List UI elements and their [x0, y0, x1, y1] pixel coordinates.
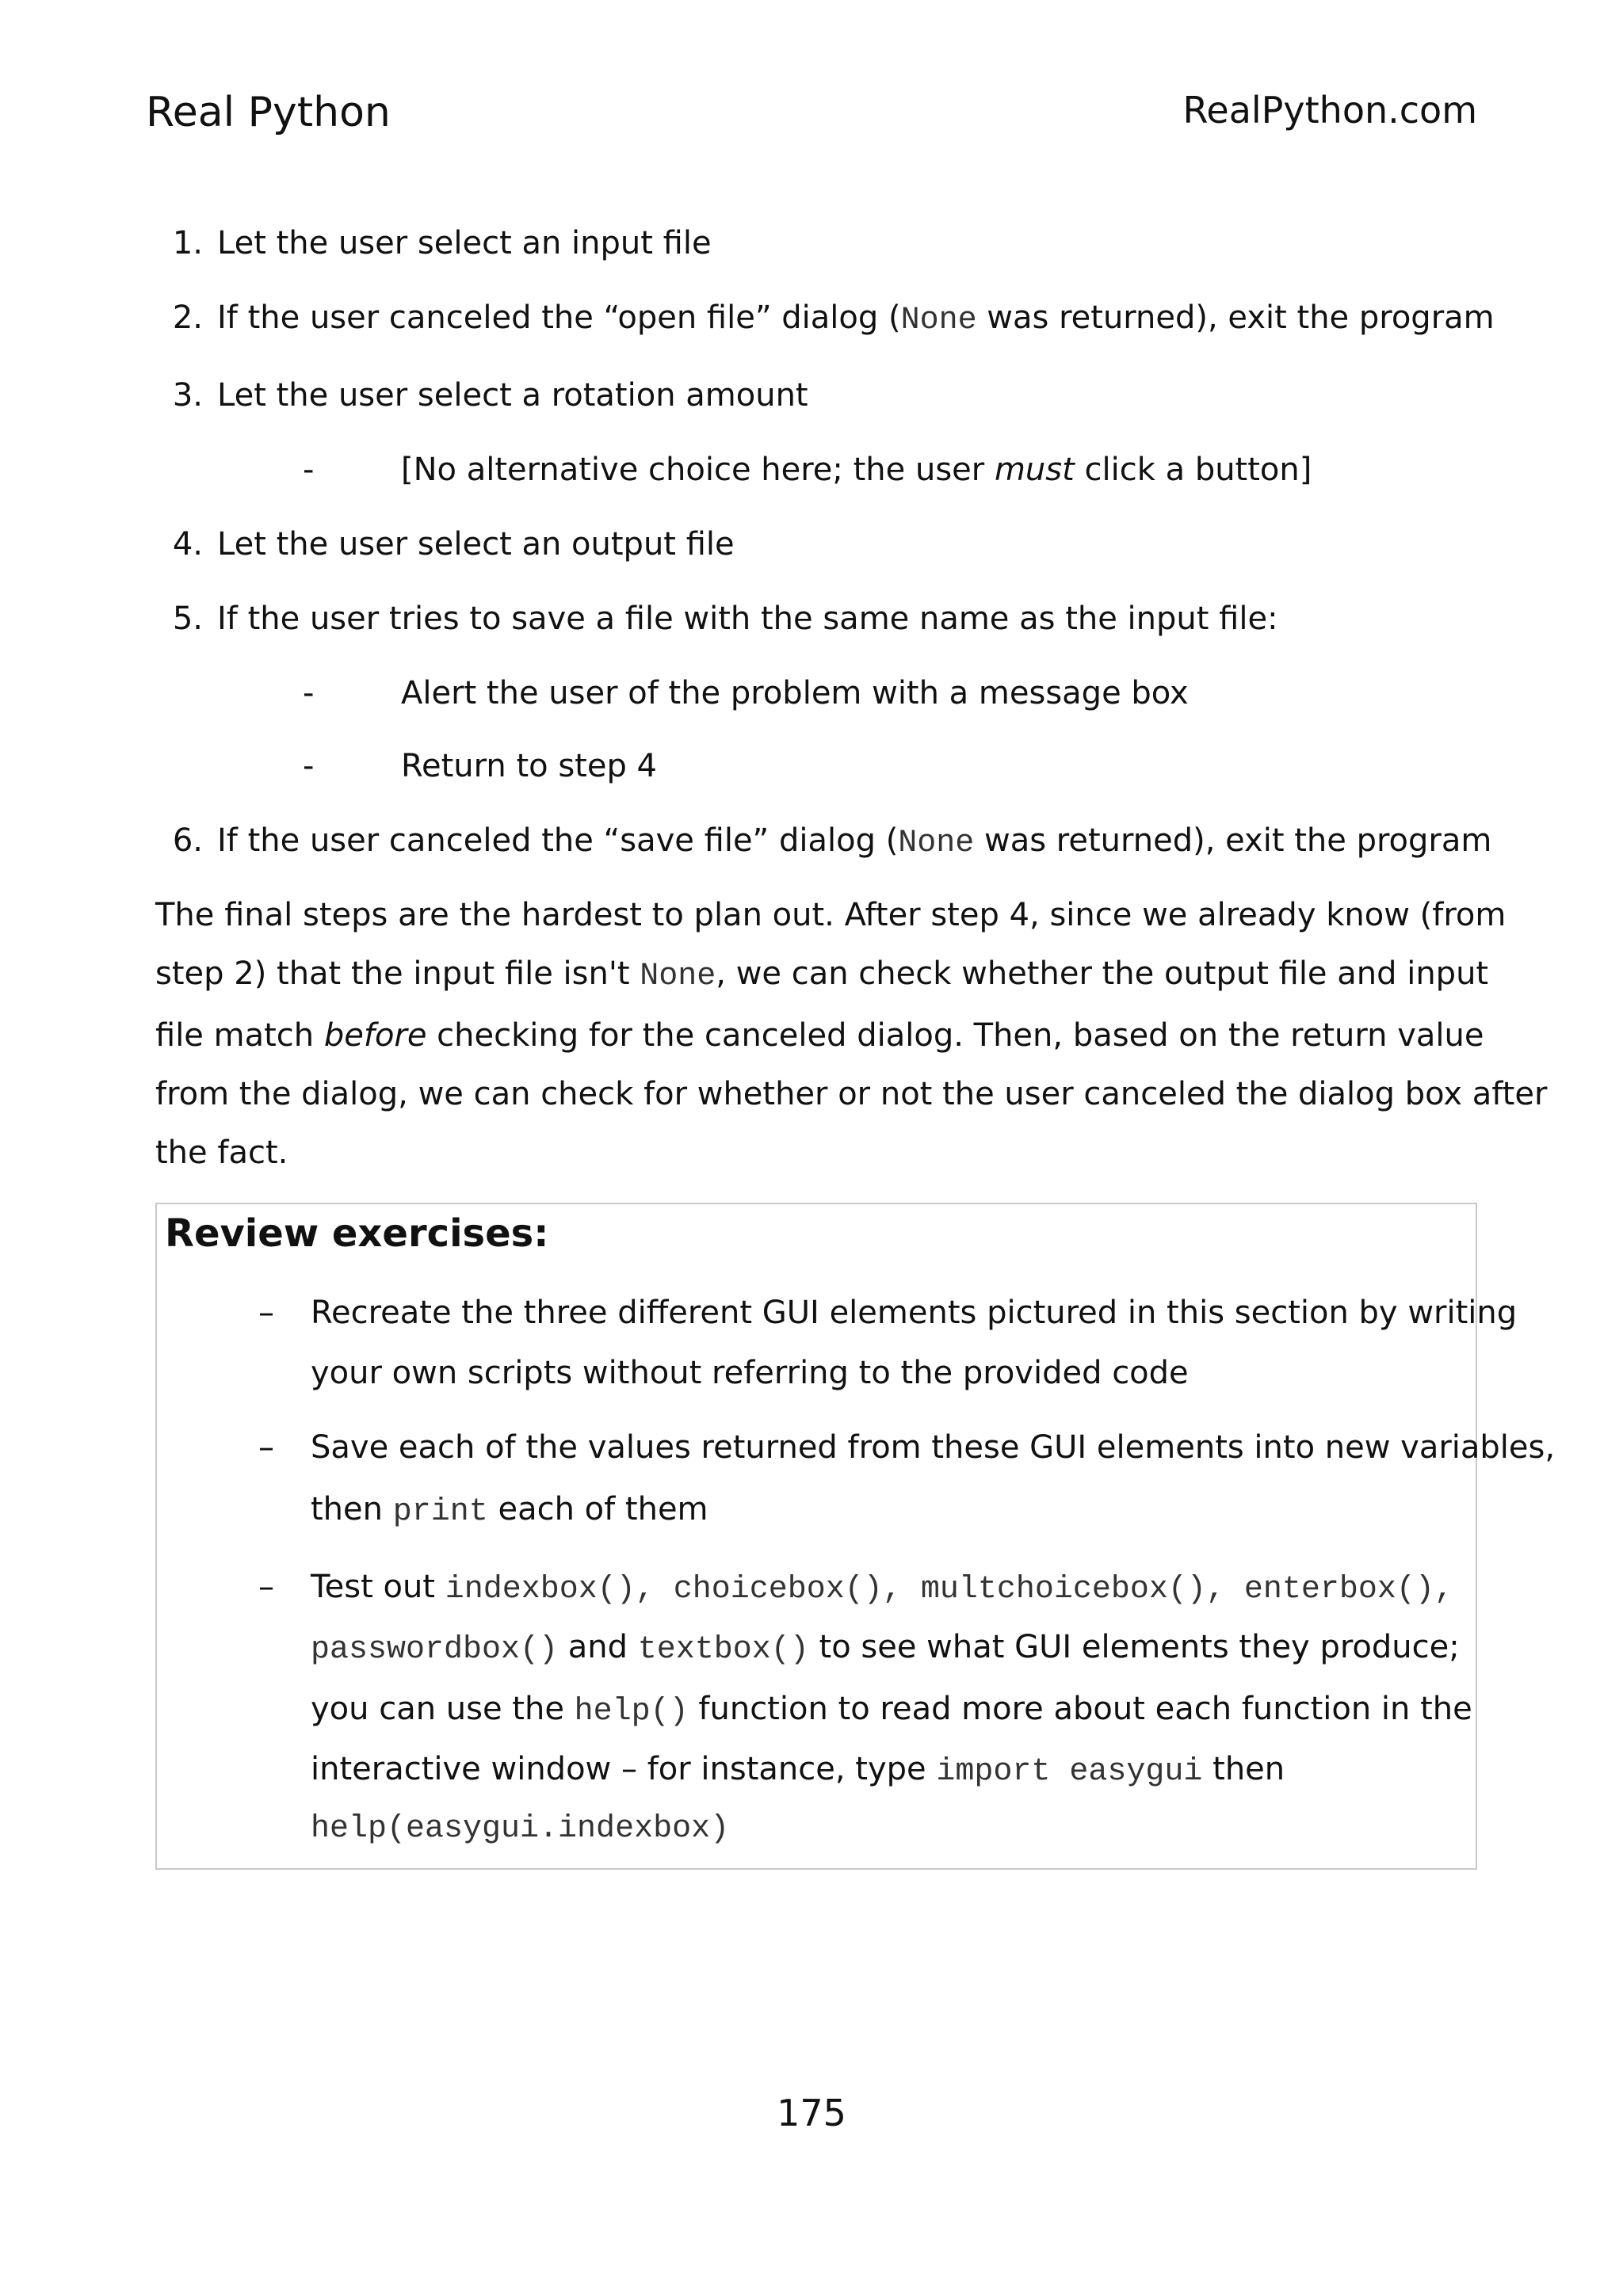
step-4 [155, 515, 735, 574]
bullet-dash: - [303, 452, 315, 488]
bullet-dash: – [258, 1569, 274, 1605]
sub-item [303, 737, 657, 795]
exercise-line [311, 1618, 1460, 1680]
sub-item-text: [No alternative choice here; the user [401, 452, 995, 488]
page-number: 175 [777, 2092, 846, 2134]
text-run: file match [155, 1017, 324, 1054]
paragraph-line: from the dialog, we can check for whether or not the user canceled the dialog box after [155, 1076, 1548, 1112]
bullet-dash: - [303, 675, 315, 711]
inline-code: textbox() [637, 1632, 809, 1668]
inline-code: None [898, 826, 975, 861]
sub-item-text: Alert the user of the problem with a message box [401, 675, 1189, 711]
text-run: to see what GUI elements they produce; [808, 1629, 1460, 1665]
text-run: you can use the [311, 1691, 575, 1727]
bullet-dash: – [258, 1429, 274, 1466]
header-title: Real Python [146, 89, 391, 136]
inline-code: help() [574, 1694, 689, 1730]
header-site: RealPython.com [1182, 89, 1477, 132]
text-run: , we can check whether the output file and input [716, 955, 1489, 992]
exercise-line [311, 1480, 708, 1542]
sub-item-text: Return to step 4 [401, 748, 658, 784]
exercise-line [311, 1680, 1472, 1741]
step-text: If the user canceled the “open file” dialog ( [217, 299, 901, 336]
text-run: then [1202, 1751, 1285, 1787]
exercise-line: your own scripts without referring to the provided code [311, 1355, 1189, 1391]
text-run: then [311, 1491, 393, 1527]
text-run: checking for the canceled dialog. Then, based on the return value [426, 1017, 1484, 1054]
step-number: 4. [172, 526, 203, 563]
text-run: and [558, 1629, 638, 1665]
paragraph-line: the fact. [155, 1135, 288, 1171]
text-run: function to read more about each function in the [688, 1691, 1472, 1727]
inline-code: print [392, 1494, 488, 1530]
step-text: Let the user select an input file [217, 225, 712, 261]
text-run: interactive window – for instance, type [311, 1751, 937, 1787]
step-3 [155, 366, 808, 425]
emphasis: must [994, 452, 1075, 488]
step-1 [155, 214, 712, 273]
review-title: Review exercises: [165, 1211, 549, 1256]
sub-item [303, 441, 1312, 499]
step-text: was returned), exit the program [974, 822, 1492, 859]
exercise-line: Save each of the values returned from these GUI elements into new variables, [311, 1429, 1556, 1466]
sub-item [303, 664, 1189, 723]
step-text: Let the user select a rotation amount [217, 377, 808, 414]
inline-code: None [900, 303, 977, 338]
step-number: 2. [172, 299, 203, 336]
sub-item-text: click a button] [1074, 452, 1312, 488]
inline-code: indexbox(), choicebox(), multchoicebox(), enterbox(), [445, 1572, 1453, 1608]
text-run: each of them [487, 1491, 708, 1527]
paragraph-line: The final steps are the hardest to plan out. After step 4, since we already know (from [155, 897, 1507, 933]
exercise-line [311, 1740, 1285, 1802]
step-6 [155, 811, 1491, 873]
step-text: If the user canceled the “save file” dialog ( [217, 822, 899, 859]
emphasis: before [323, 1017, 427, 1054]
inline-code: help(easygui.indexbox) [311, 1811, 730, 1847]
step-2 [155, 288, 1495, 350]
step-number: 5. [172, 601, 203, 637]
step-text: Let the user select an output file [217, 526, 735, 563]
step-number: 6. [172, 822, 203, 859]
bullet-dash: – [258, 1295, 274, 1331]
step-number: 3. [172, 377, 203, 414]
exercise-line: Recreate the three different GUI elements pictured in this section by writing [311, 1295, 1518, 1331]
paragraph-line [155, 1006, 1487, 1065]
step-number: 1. [172, 225, 203, 261]
inline-code: import easygui [936, 1754, 1203, 1790]
inline-code: passwordbox() [311, 1632, 559, 1668]
step-text: If the user tries to save a file with the same name as the input file: [217, 601, 1278, 637]
body-paragraph [155, 886, 1548, 1182]
text-run: step 2) that the input file isn't [155, 955, 640, 992]
inline-code: None [640, 959, 716, 994]
step-text: was returned), exit the program [976, 299, 1495, 336]
exercise-line [311, 1797, 729, 1859]
bullet-dash: - [303, 748, 315, 784]
paragraph-line [155, 944, 1487, 1006]
text-run: Test out [311, 1569, 445, 1605]
step-5 [155, 589, 1278, 648]
exercise-line [311, 1558, 1453, 1619]
